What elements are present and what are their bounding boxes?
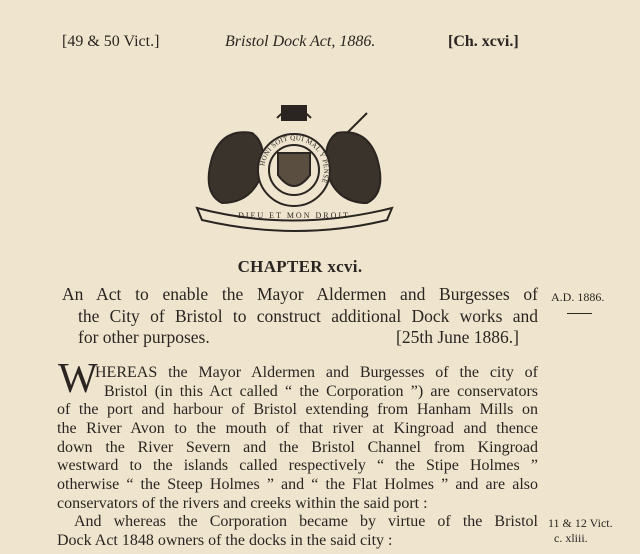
- title-line: for other purposes.: [78, 327, 210, 347]
- header-act-title: Bristol Dock Act, 1886.: [225, 33, 376, 50]
- scroll-motto: DIEU ET MON DROIT: [238, 211, 350, 220]
- margin-note: c. xliii.: [554, 531, 588, 545]
- drop-cap: W: [58, 356, 98, 402]
- body-line: otherwise “ the Steep Holmes ” and “ the Flat Holmes ” and are also: [57, 476, 538, 493]
- margin-note: 11 & 12 Vict.: [548, 516, 613, 530]
- body-line: Bristol (in this Act called “ the Corporation ”) are conservators: [104, 383, 538, 400]
- header-chapter: [Ch. xcvi.]: [448, 33, 519, 50]
- body-line: And whereas the Corporation became by virtue of the Bristol: [74, 513, 538, 530]
- royal-coat-of-arms: [192, 98, 397, 233]
- body-line: westward to the islands called respectively “ the Stipe Holmes ”: [57, 457, 538, 474]
- body-line: down the River Severn and the Bristol Channel from Kingroad: [57, 439, 538, 456]
- margin-year: A.D. 1886.: [551, 290, 605, 304]
- header-session: [49 & 50 Vict.]: [62, 33, 160, 50]
- title-line: An Act to enable the Mayor Aldermen and Burgesses of: [62, 284, 538, 304]
- margin-rule: [567, 313, 592, 314]
- body-line: of the port and harbour of Bristol extending from Hanham Mills on: [57, 401, 538, 418]
- body-line: conservators of the rivers and creeks within the said port :: [57, 495, 428, 512]
- garter-motto-text: HONI SOIT QUI MAL Y PENSE: [258, 133, 331, 185]
- assent-date: [25th June 1886.]: [396, 327, 519, 347]
- title-line: the City of Bristol to construct additional Dock works and: [78, 306, 538, 326]
- body-line: Dock Act 1848 owners of the docks in the said city :: [57, 532, 393, 549]
- body-line: the River Avon to the mouth of that river at Kingroad and thence: [57, 420, 538, 437]
- body-line: HEREAS the Mayor Aldermen and Burgesses of the city of: [95, 364, 538, 381]
- chapter-heading: CHAPTER xcvi.: [237, 257, 363, 276]
